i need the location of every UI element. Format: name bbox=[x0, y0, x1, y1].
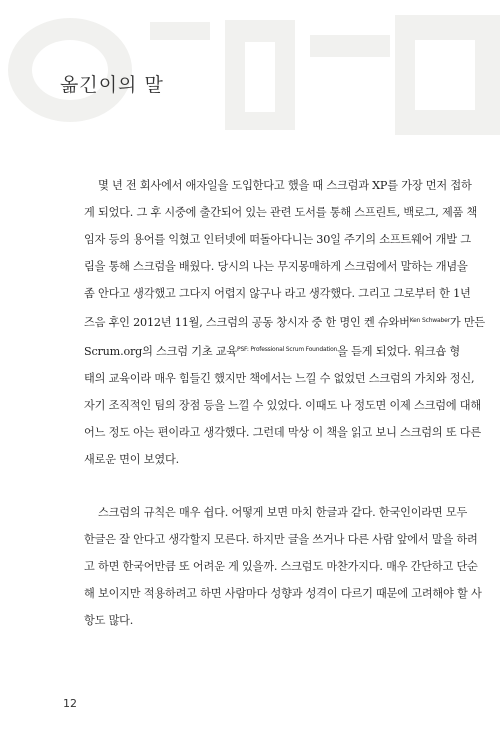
text-line: 항도 많다. bbox=[84, 614, 134, 627]
body-text bbox=[84, 172, 486, 634]
text-line bbox=[84, 336, 461, 365]
text-line: 자기 조직적인 팀의 장점 등을 느낄 수 있었다. 이때도 나 정도면 이제 스크럼에 대해 bbox=[84, 399, 482, 412]
text-line: 새로운 면이 보였다. bbox=[84, 453, 179, 466]
page-title: 옮긴이의 말 bbox=[60, 74, 164, 96]
text-run: 가 만든 bbox=[449, 316, 486, 329]
footnote-annotation: PSF: Professional Scrum Foundation bbox=[237, 346, 338, 353]
paragraph-2 bbox=[84, 499, 482, 634]
text-run: 을 듣게 되었다. 워크숍 형 bbox=[337, 345, 461, 358]
page-number: 12 bbox=[63, 697, 77, 710]
text-line: 태의 교육이라 매우 힘들긴 했지만 책에서는 느낄 수 없었던 스크럼의 가치와 정신, bbox=[84, 372, 475, 385]
text-line: 게 되었다. 그 후 시중에 출간되어 있는 관련 도서를 통해 스프린트, 백로그, 제품 책 bbox=[84, 206, 478, 219]
text-line: 해 보이지만 적용하려고 하면 사람마다 성향과 성격이 다르기 때문에 고려해야 할 사 bbox=[84, 587, 482, 600]
text-line: 한글은 잘 안다고 생각할지 모른다. 하지만 글을 쓰거나 다른 사람 앞에서 말을 하려 bbox=[84, 533, 478, 546]
text-line: 스크럼의 규칙은 매우 쉽다. 어떻게 보면 마치 한글과 같다. 한국인이라면 모두 bbox=[98, 506, 468, 519]
text-run: Scrum.org의 스크럼 기초 교육 bbox=[84, 345, 238, 358]
text-line: 좀 안다고 생각했고 그다지 어렵지 않구나 라고 생각했다. 그리고 그로부터 한 1년 bbox=[84, 287, 471, 300]
text-run: 즈음 후인 2012년 11월, 스크럼의 공동 창시자 중 한 명인 켄 슈와버 bbox=[84, 316, 410, 329]
text-line: 고 하면 한국어만큼 또 어려운 게 있을까. 스크럼도 마찬가지다. 매우 간단하고 단순 bbox=[84, 560, 478, 573]
text-line: 림을 통해 스크럼을 배웠다. 당시의 나는 무지몽매하게 스크럼에서 말하는 개념을 bbox=[84, 260, 468, 273]
paragraph-1 bbox=[84, 172, 486, 473]
footnote-annotation: Ken Schwaber bbox=[409, 317, 450, 324]
text-line: 어느 정도 아는 편이라고 생각했다. 그런데 막상 이 책을 읽고 보니 스크럼의 또 다른 bbox=[84, 426, 482, 439]
text-line bbox=[84, 307, 486, 336]
text-line: 임자 등의 용어를 익혔고 인터넷에 떠돌아다니는 30일 주기의 소프트웨어 개발 그 bbox=[84, 233, 471, 246]
text-line: 몇 년 전 회사에서 애자일을 도입한다고 했을 때 스크럼과 XP를 가장 먼저 접하 bbox=[98, 179, 472, 192]
